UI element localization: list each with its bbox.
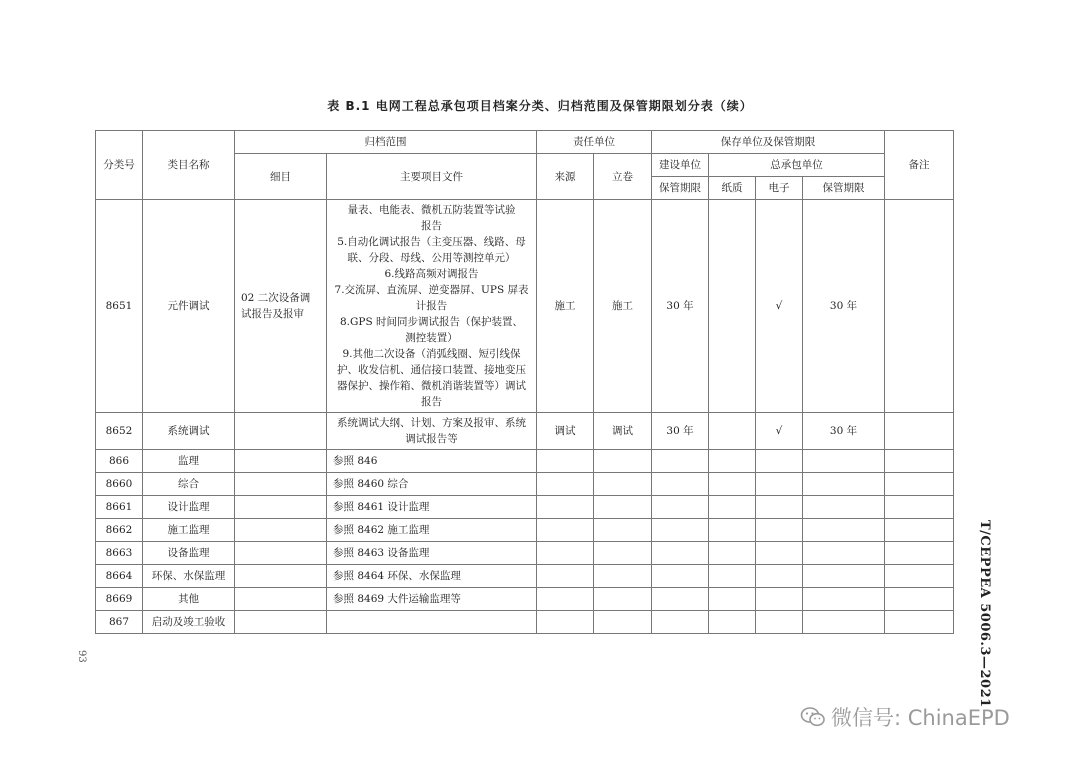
row-category: 设备监理 [143, 542, 235, 565]
row-files: 参照 8464 环保、水保监理 [327, 565, 537, 588]
watermark-text: 微信号: ChinaEPD [831, 706, 1010, 730]
header-owner-period: 保管期限 [652, 177, 709, 200]
file-line: 报告 [421, 396, 442, 408]
row-remarks [885, 413, 954, 450]
row-code: 8661 [96, 496, 143, 519]
file-line: 5.自动化调试报告（主变压器、线路、母 [337, 236, 526, 248]
row-filing: 调试 [594, 413, 652, 450]
row-category: 环保、水保监理 [143, 565, 235, 588]
row-detail [235, 519, 327, 542]
row-category: 元件调试 [143, 200, 235, 413]
file-line: 7.交流屏、直流屏、逆变器屏、UPS 屏表 [334, 284, 529, 296]
row-detail [235, 413, 327, 450]
row-category: 系统调试 [143, 413, 235, 450]
row-files: 参照 8462 施工监理 [327, 519, 537, 542]
row-category: 其他 [143, 588, 235, 611]
watermark [800, 702, 1010, 732]
row-category: 设计监理 [143, 496, 235, 519]
wechat-icon [800, 706, 826, 728]
row-period: 30 年 [803, 413, 885, 450]
header-remarks: 备注 [885, 131, 954, 200]
row-code: 8663 [96, 542, 143, 565]
row-files: 参照 8469 大件运输监理等 [327, 588, 537, 611]
row-code: 8662 [96, 519, 143, 542]
file-line: 量表、电能表、微机五防装置等试验 [347, 204, 516, 216]
file-line: 8.GPS 时间同步调试报告（保护装置、 [339, 316, 523, 328]
page-number: 93 [76, 650, 87, 663]
row-code: 8664 [96, 565, 143, 588]
row-detail: 02 二次设备调试报告及报审 [235, 200, 327, 413]
file-line: 报告 [421, 220, 442, 232]
archive-table [95, 130, 954, 634]
row-electronic: √ [756, 413, 803, 450]
header-files: 主要项目文件 [327, 154, 537, 200]
row-paper [709, 413, 756, 450]
row-code: 8660 [96, 473, 143, 496]
row-detail [235, 473, 327, 496]
row-code: 867 [96, 611, 143, 634]
file-line: 6.线路高频对调报告 [384, 268, 479, 280]
file-line: 联、分段、母线、公用等测控单元） [347, 252, 516, 264]
header-paper: 纸质 [709, 177, 756, 200]
row-source: 调试 [537, 413, 594, 450]
row-paper [709, 200, 756, 413]
file-line: 系统调试大纲、计划、方案及报审、系统 [337, 417, 526, 429]
file-line: 护、收发信机、通信接口装置、接地变压 [337, 364, 526, 376]
row-detail [235, 565, 327, 588]
row-files [327, 200, 537, 413]
row-category: 监理 [143, 450, 235, 473]
row-code: 8652 [96, 413, 143, 450]
row-detail [235, 588, 327, 611]
row-category: 施工监理 [143, 519, 235, 542]
row-category: 综合 [143, 473, 235, 496]
row-owner-period: 30 年 [652, 413, 709, 450]
row-source: 施工 [537, 200, 594, 413]
row-filing: 施工 [594, 200, 652, 413]
file-line: 器保护、操作箱、微机消谐装置等）调试 [337, 380, 526, 392]
row-detail [235, 611, 327, 634]
row-files: 参照 846 [327, 450, 537, 473]
row-files: 参照 8460 综合 [327, 473, 537, 496]
file-line: 计报告 [415, 300, 448, 312]
header-storage: 保存单位及保管期限 [652, 131, 885, 154]
row-remarks [885, 200, 954, 413]
row-electronic: √ [756, 200, 803, 413]
row-period: 30 年 [803, 200, 885, 413]
row-code: 866 [96, 450, 143, 473]
header-source: 来源 [537, 154, 594, 200]
row-files [327, 611, 537, 634]
row-detail [235, 496, 327, 519]
header-code: 分类号 [96, 131, 143, 200]
standard-code: T/CEPPEA 5006.3—2021 [977, 520, 992, 708]
header-electronic: 电子 [756, 177, 803, 200]
row-detail [235, 542, 327, 565]
header-contractor: 总承包单位 [709, 154, 885, 177]
header-category: 类目名称 [143, 131, 235, 200]
row-detail [235, 450, 327, 473]
row-code: 8669 [96, 588, 143, 611]
header-scope: 归档范围 [235, 131, 537, 154]
row-owner-period: 30 年 [652, 200, 709, 413]
row-files: 参照 8463 设备监理 [327, 542, 537, 565]
file-line: 9.其他二次设备（消弧线圈、短引线保 [342, 348, 521, 360]
header-filing: 立卷 [594, 154, 652, 200]
row-category: 启动及竣工验收 [143, 611, 235, 634]
table-title: 表 B.1 电网工程总承包项目档案分类、归档范围及保管期限划分表（续） [327, 99, 753, 113]
row-files [327, 413, 537, 450]
file-line: 调试报告等 [405, 433, 458, 445]
row-code: 8651 [96, 200, 143, 413]
header-responsibility: 责任单位 [537, 131, 652, 154]
header-owner: 建设单位 [652, 154, 709, 177]
row-files: 参照 8461 设计监理 [327, 496, 537, 519]
header-detail: 细目 [235, 154, 327, 200]
header-period: 保管期限 [803, 177, 885, 200]
file-line: 测控装置） [405, 332, 458, 344]
